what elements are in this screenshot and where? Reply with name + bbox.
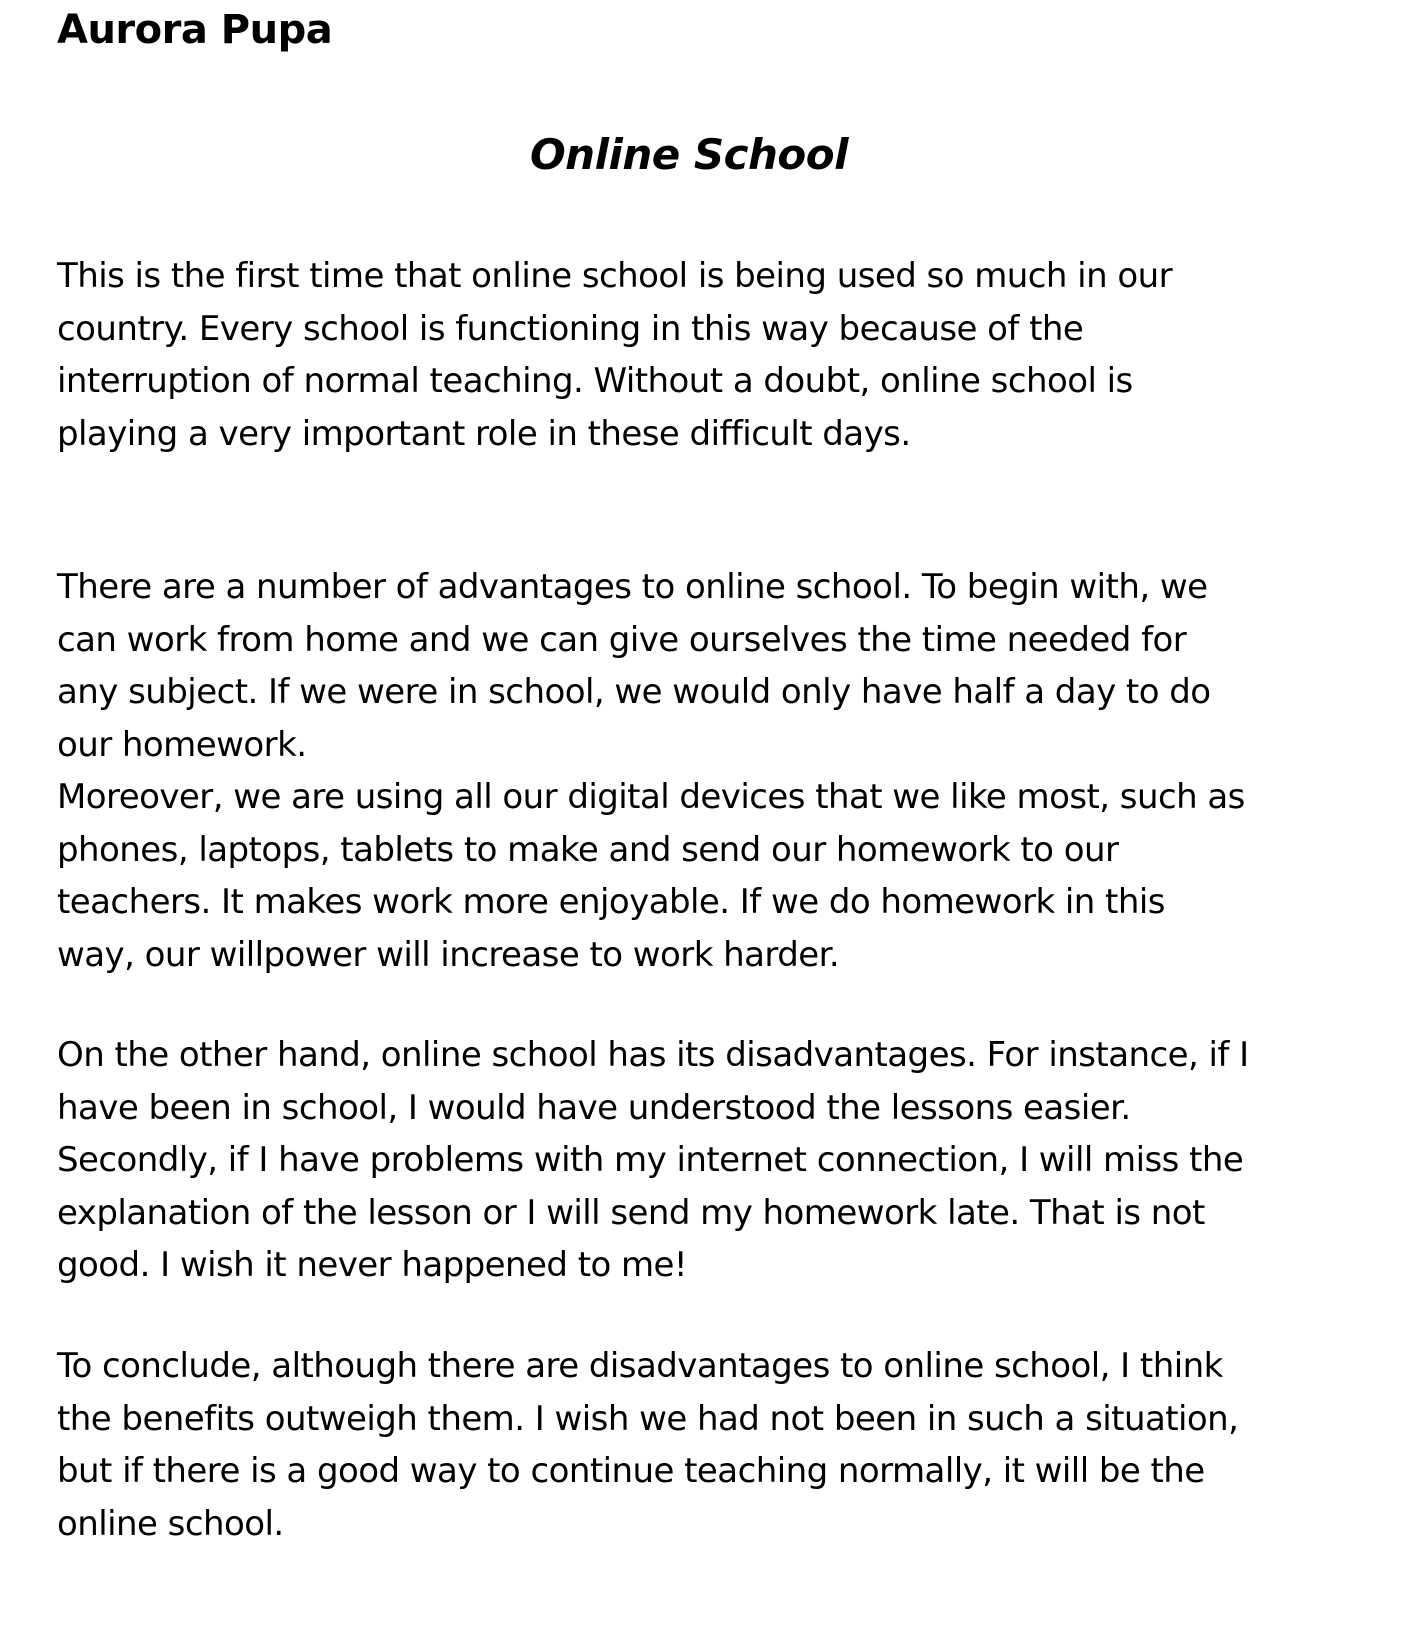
- paragraph-line: can work from home and we can give ourselves the time needed for: [57, 619, 1187, 660]
- paragraph-line: On the other hand, online school has its disadvantages. For instance, if I: [57, 1035, 1249, 1075]
- paragraph-line: Secondly, if I have problems with my internet connection, I will miss the: [57, 1140, 1244, 1180]
- paragraph-line: Moreover, we are using all our digital devices that we like most, such as: [57, 777, 1245, 817]
- paragraph-line: teachers. It makes work more enjoyable. If we do homework in this: [57, 882, 1165, 922]
- paragraph-conclusion: [57, 1340, 1397, 1550]
- paragraph-line: way, our willpower will increase to work harder.: [57, 934, 840, 975]
- paragraph-line: interruption of normal teaching. Without a doubt, online school is: [57, 361, 1133, 401]
- paragraph-line: any subject. If we were in school, we would only have half a day to do: [57, 672, 1211, 712]
- author-name: Aurora Pupa: [57, 7, 333, 53]
- paragraph-line: country. Every school is functioning in this way because of the: [57, 308, 1084, 349]
- paragraph-advantages: [57, 561, 1397, 981]
- paragraph-disadvantages: [57, 1029, 1397, 1292]
- paragraph-line: but if there is a good way to continue teaching normally, it will be the: [57, 1451, 1205, 1491]
- essay-title: Online School: [529, 130, 849, 179]
- paragraph-line: explanation of the lesson or I will send my homework late. That is not: [57, 1192, 1205, 1233]
- paragraph-line: This is the first time that online school is being used so much in our: [57, 256, 1173, 296]
- paragraph-line: To conclude, although there are disadvantages to online school, I think: [57, 1346, 1223, 1386]
- paragraph-line: playing a very important role in these difficult days.: [57, 413, 911, 454]
- paragraph-line: the benefits outweigh them. I wish we had not been in such a situation,: [57, 1398, 1239, 1439]
- paragraph-line: our homework.: [57, 724, 307, 765]
- paragraph-introduction: [57, 250, 1397, 460]
- paragraph-line: There are a number of advantages to online school. To begin with, we: [57, 567, 1208, 607]
- paragraph-line: online school.: [57, 1503, 284, 1544]
- paragraph-line: have been in school, I would have understood the lessons easier.: [57, 1087, 1131, 1128]
- paragraph-line: good. I wish it never happened to me!: [57, 1245, 688, 1285]
- paragraph-line: phones, laptops, tablets to make and send our homework to our: [57, 829, 1119, 870]
